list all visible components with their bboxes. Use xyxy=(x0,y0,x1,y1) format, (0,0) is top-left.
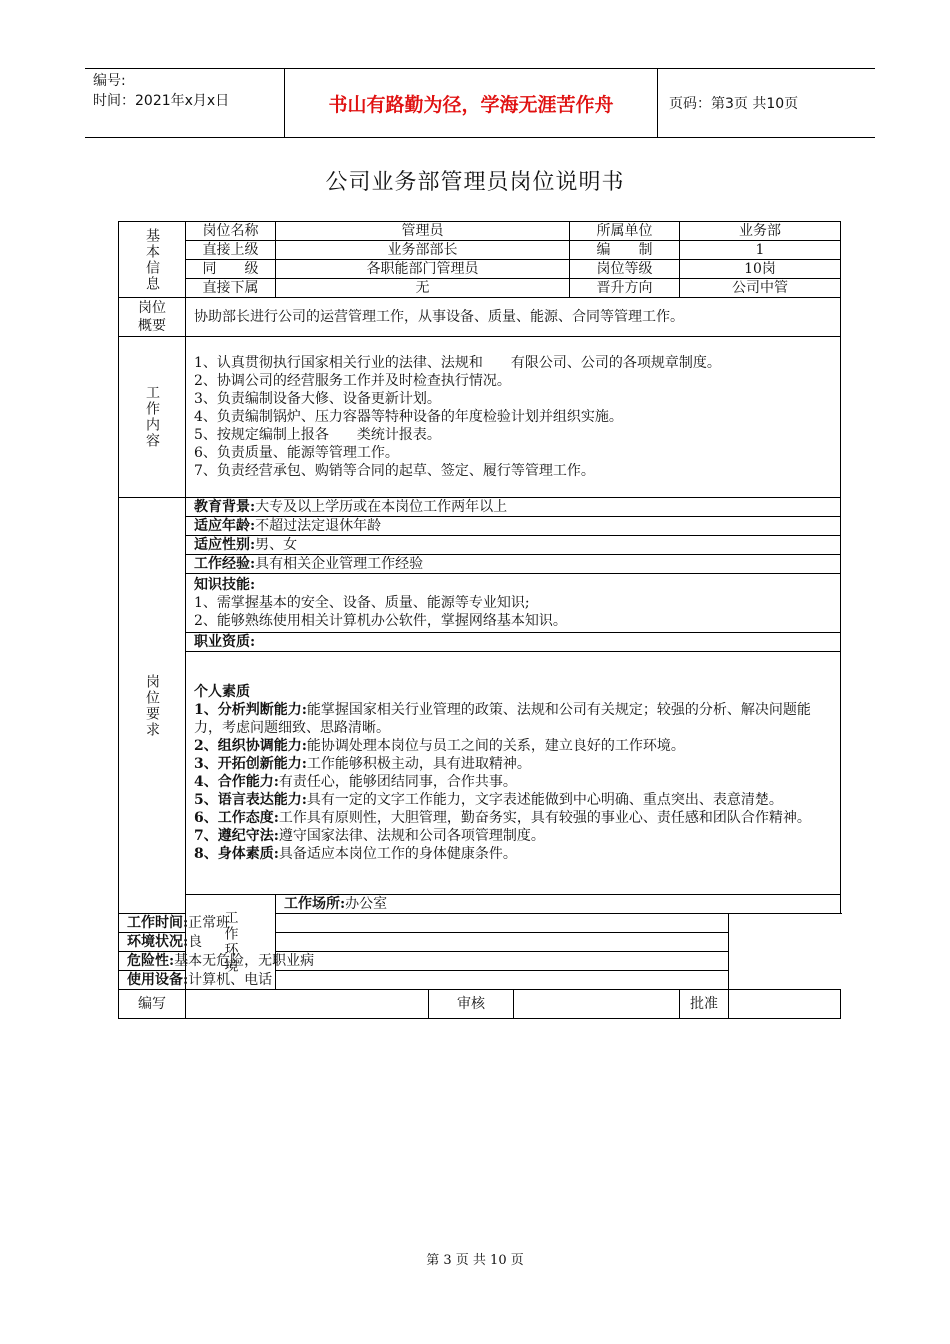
personal-item-key: 3、开拓创新能力: xyxy=(194,756,307,772)
personal-item-value: 具有一定的文字工作能力，文字表述能做到中心明确、重点突出、表意清楚。 xyxy=(306,792,783,808)
env-value: 正常班 xyxy=(188,915,231,931)
review-field[interactable] xyxy=(514,990,680,1019)
skills-item: 2、能够熟练使用相关计算机办公软件，掌握网络基本知识。 xyxy=(194,613,567,629)
personal-item-value: 有责任心，能够团结同事，合作共事。 xyxy=(278,774,517,790)
header-page-label: 页码：第3页 共10页 xyxy=(669,96,799,112)
header-meta xyxy=(85,69,285,137)
header-motto: 书山有路勤为径，学海无涯苦作舟 xyxy=(285,69,658,137)
requirement-row xyxy=(119,574,841,633)
signoff-row xyxy=(119,990,841,1019)
environment-row xyxy=(119,952,841,971)
experience-value: 具有相关企业管理工作经验 xyxy=(255,556,424,572)
time-label: 时间：2021年x月x日 xyxy=(93,93,230,109)
basic-row xyxy=(119,279,841,298)
summary-label: 岗位概要 xyxy=(119,298,186,337)
personal-item xyxy=(194,755,832,773)
qualification-key: 职业资质: xyxy=(194,634,256,650)
write-field[interactable] xyxy=(186,990,429,1019)
personal-item xyxy=(194,791,832,809)
page-header xyxy=(85,68,875,138)
personal-item xyxy=(194,701,832,737)
env-key: 使用设备: xyxy=(127,972,189,988)
document-title: 公司业务部管理员岗位说明书 xyxy=(325,170,625,195)
basic-key: 直接下属 xyxy=(186,279,276,298)
basic-row xyxy=(119,260,841,279)
env-key: 危险性: xyxy=(127,953,175,969)
env-key: 工作场所: xyxy=(284,896,346,912)
age-value: 不超过法定退休年龄 xyxy=(255,518,382,534)
content-label: 工作内容 xyxy=(119,337,186,498)
personal-item xyxy=(194,827,832,845)
content-item: 1、认真贯彻执行国家相关行业的法律、法规和 有限公司、公司的各项规章制度。 xyxy=(194,355,721,371)
environment-label: 工作环境 xyxy=(186,895,276,990)
personal-item-key: 2、组织协调能力: xyxy=(194,738,307,754)
env-value: 基本无危险，无职业病 xyxy=(174,953,315,969)
gender-value: 男、女 xyxy=(255,537,298,553)
personal-item-key: 5、语言表达能力: xyxy=(194,792,307,808)
write-label: 编写 xyxy=(119,990,186,1019)
personal-item xyxy=(194,845,832,863)
personal-item-key: 7、遵纪守法: xyxy=(194,828,279,844)
approve-label: 批准 xyxy=(680,990,729,1019)
gender-key: 适应性别: xyxy=(194,537,256,553)
experience-key: 工作经验: xyxy=(194,556,256,572)
environment-row xyxy=(119,895,841,914)
content-item: 4、负责编制锅炉、压力容器等特种设备的年度检验计划并组织实施。 xyxy=(194,409,623,425)
requirements-label: 岗位要求 xyxy=(119,498,186,914)
personal-item-value: 遵守国家法律、法规和公司各项管理制度。 xyxy=(278,828,545,844)
requirement-row xyxy=(119,652,841,895)
basic-value: 各职能部门管理员 xyxy=(276,260,570,279)
personal-item xyxy=(194,809,832,827)
env-value: 办公室 xyxy=(345,896,388,912)
skills-key: 知识技能: xyxy=(194,577,256,593)
environment-row xyxy=(119,971,841,990)
personal-item xyxy=(194,773,832,791)
page-footer: 第 3 页 共 10 页 xyxy=(426,1253,524,1268)
requirement-row xyxy=(119,517,841,536)
basic-value: 1 xyxy=(680,241,841,260)
basic-value: 业务部部长 xyxy=(276,241,570,260)
content-item: 2、协调公司的经营服务工作并及时检查执行情况。 xyxy=(194,373,511,389)
approve-field[interactable] xyxy=(729,990,841,1019)
content-item: 3、负责编制设备大修、设备更新计划。 xyxy=(194,391,441,407)
personal-item-key: 8、身体素质: xyxy=(194,846,279,862)
education-key: 教育背景: xyxy=(194,499,256,515)
job-description-table xyxy=(118,221,841,1019)
personal-item-value: 能掌握国家相关行业管理的政策、法规和公司有关规定；较强的分析、解决问题能力，考虑问题细致、思路清晰。 xyxy=(194,702,811,736)
personal-item xyxy=(194,737,832,755)
number-label: 编号: xyxy=(93,73,126,89)
basic-section-label: 基本信息 xyxy=(119,222,186,298)
summary-row xyxy=(119,298,841,337)
basic-row xyxy=(119,241,841,260)
personal-item-value: 具备适应本岗位工作的身体健康条件。 xyxy=(278,846,517,862)
personal-item-value: 工作能够积极主动，具有进取精神。 xyxy=(306,756,531,772)
env-key: 工作时间: xyxy=(127,915,189,931)
basic-row xyxy=(119,222,841,241)
basic-key: 所属单位 xyxy=(570,222,680,241)
requirement-row xyxy=(119,498,841,517)
requirement-row xyxy=(119,536,841,555)
basic-key: 岗位等级 xyxy=(570,260,680,279)
personal-key: 个人素质 xyxy=(194,684,250,700)
requirement-row xyxy=(119,555,841,574)
env-value: 计算机、电话 xyxy=(188,972,273,988)
requirement-row xyxy=(119,633,841,652)
basic-value: 管理员 xyxy=(276,222,570,241)
env-key: 环境状况: xyxy=(127,934,189,950)
basic-key: 晋升方向 xyxy=(570,279,680,298)
skills-item: 1、需掌握基本的安全、设备、质量、能源等专业知识; xyxy=(194,595,530,611)
content-row xyxy=(119,337,841,498)
personal-item-value: 工作具有原则性，大胆管理，勤奋务实，具有较强的事业心、责任感和团队合作精神。 xyxy=(278,810,811,826)
personal-item-key: 4、合作能力: xyxy=(194,774,279,790)
personal-item-value: 能协调处理本岗位与员工之间的关系，建立良好的工作环境。 xyxy=(306,738,685,754)
basic-key: 同 级 xyxy=(186,260,276,279)
content-list xyxy=(186,337,841,498)
env-value: 良 xyxy=(188,934,203,950)
basic-key: 编 制 xyxy=(570,241,680,260)
content-item: 7、负责经营承包、购销等合同的起草、签定、履行等管理工作。 xyxy=(194,463,595,479)
content-item: 5、按规定编制上报各 类统计报表。 xyxy=(194,427,441,443)
basic-key: 岗位名称 xyxy=(186,222,276,241)
age-key: 适应年龄: xyxy=(194,518,256,534)
content-item: 6、负责质量、能源等管理工作。 xyxy=(194,445,399,461)
personal-item-key: 1、分析判断能力: xyxy=(194,702,307,718)
basic-value: 业务部 xyxy=(680,222,841,241)
summary-text: 协助部长进行公司的运营管理工作，从事设备、质量、能源、合同等管理工作。 xyxy=(186,298,841,337)
review-label: 审核 xyxy=(429,990,514,1019)
basic-value: 无 xyxy=(276,279,570,298)
personal-item-key: 6、工作态度: xyxy=(194,810,279,826)
basic-value: 公司中管 xyxy=(680,279,841,298)
basic-value: 10岗 xyxy=(680,260,841,279)
education-value: 大专及以上学历或在本岗位工作两年以上 xyxy=(255,499,508,515)
environment-row xyxy=(119,914,841,933)
basic-key: 直接上级 xyxy=(186,241,276,260)
